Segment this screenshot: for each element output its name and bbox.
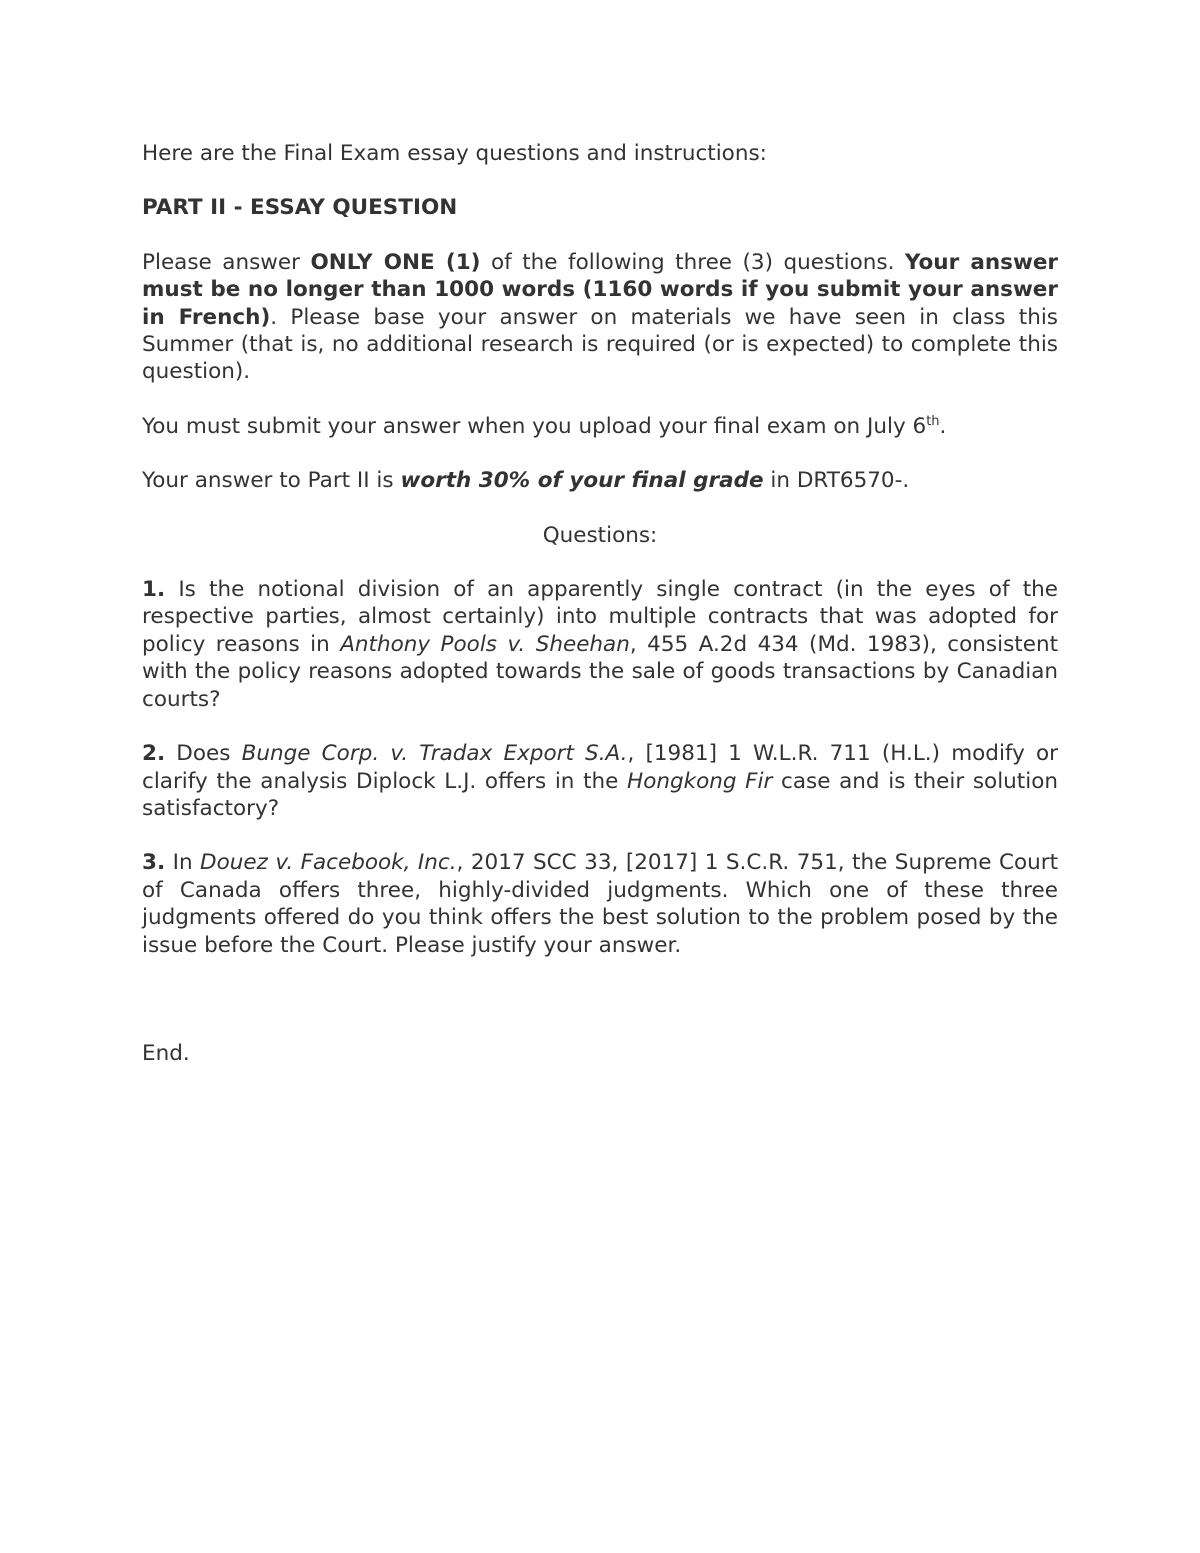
question-3 bbox=[142, 849, 1058, 959]
blank-spacer bbox=[142, 986, 1058, 1040]
question-1 bbox=[142, 576, 1058, 713]
question-3-number: 3. bbox=[142, 850, 166, 876]
question-3-text-1: In bbox=[165, 850, 201, 876]
instructions-text-2: of the following three (3) questions. bbox=[480, 249, 905, 275]
submit-end: . bbox=[939, 413, 947, 439]
submit-superscript: th bbox=[926, 413, 940, 429]
question-1-text-1: Is the notional division of an apparently single contract (in the eyes of the respective parties, almost certainly) into multiple contracts that was adopted for policy reasons in bbox=[142, 577, 1058, 657]
question-2-case-name-2: Hongkong Fir bbox=[627, 768, 773, 794]
submit-paragraph bbox=[142, 413, 1058, 440]
instructions-bold-1: ONLY ONE (1) bbox=[310, 249, 481, 275]
instructions-text-3: . Please base your answer on materials we have seen in class this Summer (that is, no additional research is required (or is expected) to complete this question). bbox=[142, 304, 1058, 385]
part-heading bbox=[142, 194, 1058, 221]
submit-text: You must submit your answer when you upload your final exam on July 6 bbox=[142, 413, 927, 439]
question-3-case-name: Douez v. Facebook, Inc. bbox=[200, 850, 457, 876]
worth-emphasis: worth 30% of your final grade bbox=[400, 468, 764, 494]
worth-text-1: Your answer to Part II is bbox=[142, 468, 401, 494]
part-heading-text: PART II - ESSAY QUESTION bbox=[142, 195, 458, 221]
instructions-paragraph bbox=[142, 249, 1058, 386]
question-1-case-name: Anthony Pools v. Sheehan bbox=[340, 631, 630, 657]
worth-paragraph bbox=[142, 467, 1058, 494]
question-2-case-name-1: Bunge Corp. v. Tradax Export S.A. bbox=[241, 741, 628, 767]
document-body bbox=[142, 140, 1058, 1094]
end-line: End. bbox=[142, 1040, 190, 1066]
question-2 bbox=[142, 740, 1058, 822]
question-1-text-2: , 455 A.2d 434 (Md. 1983), consistent with the policy reasons adopted towards the sale of goods transactions by Canadian courts? bbox=[142, 631, 1058, 712]
questions-heading: Questions: bbox=[542, 522, 658, 548]
question-2-text-1: Does bbox=[165, 741, 242, 767]
intro-line: Here are the Final Exam essay questions and instructions: bbox=[142, 141, 767, 166]
worth-text-2: in DRT6570-. bbox=[763, 468, 910, 494]
question-3-text-2: , 2017 SCC 33, [2017] 1 S.C.R. 751, the Supreme Court of Canada offers three, highly-divided judgments. Which one of these three judgments offered do you think offers the best solution to the problem posed by the issue before the Court. Please justify your answer. bbox=[142, 850, 1059, 958]
question-2-number: 2. bbox=[142, 741, 166, 767]
instructions-text-1: Please answer bbox=[142, 249, 311, 275]
question-2-text-3: case and is their solution satisfactory? bbox=[142, 768, 1058, 821]
question-2-text-2: , [1981] 1 W.L.R. 711 (H.L.) modify or clarify the analysis Diplock L.J. offers in the bbox=[142, 741, 1059, 794]
instructions-bold-2: Your answer must be no longer than 1000 words (1160 words if you submit your answer in French) bbox=[142, 249, 1059, 330]
question-1-number: 1. bbox=[142, 577, 166, 603]
